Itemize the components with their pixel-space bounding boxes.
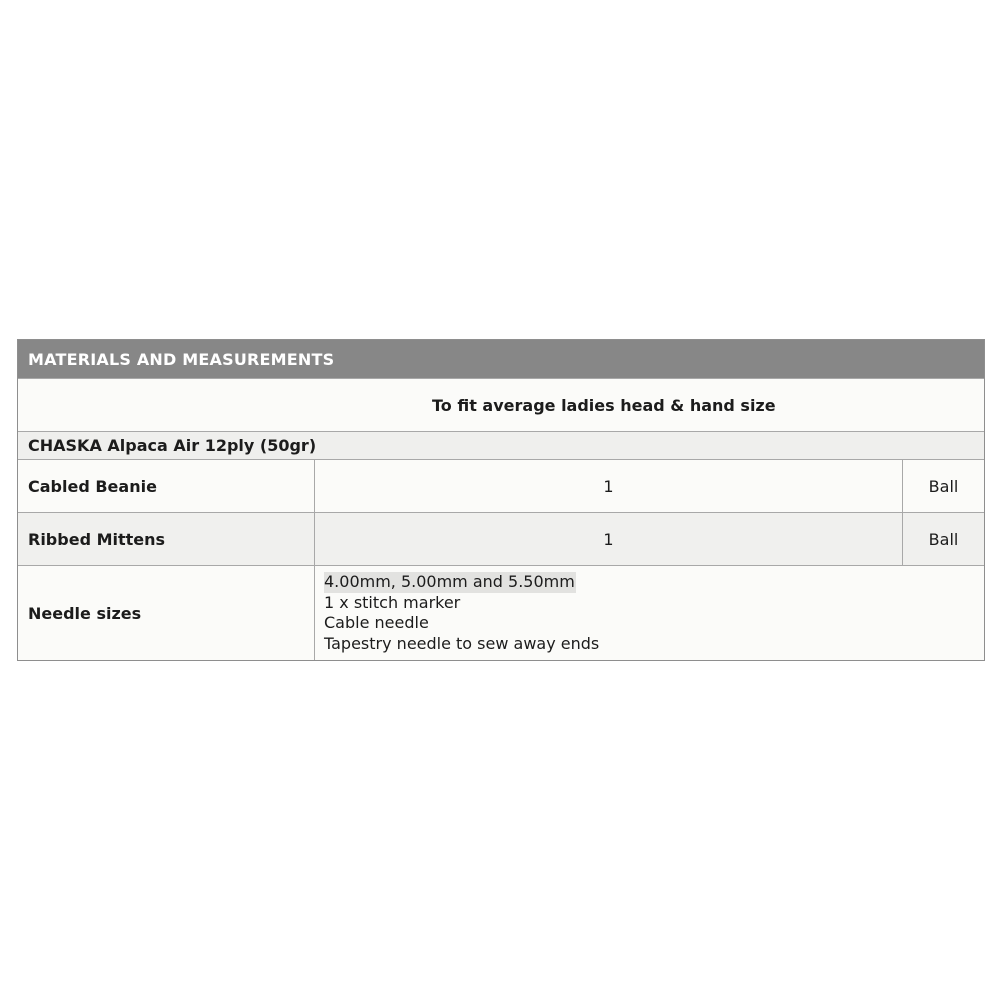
yarn-row	[18, 431, 984, 459]
needle-row	[18, 565, 984, 660]
tapestry-needle-line: Tapestry needle to sew away ends	[324, 633, 600, 653]
size-row	[18, 378, 984, 431]
needle-list	[314, 566, 984, 660]
materials-table	[17, 339, 985, 661]
item-name: Cabled Beanie	[28, 476, 157, 496]
table-row	[18, 459, 984, 512]
stitch-marker-line: 1 x stitch marker	[324, 592, 461, 612]
item-unit: Ball	[902, 460, 984, 512]
item-name: Ribbed Mittens	[28, 529, 166, 549]
item-quantity: 1	[314, 460, 902, 512]
needle-sizes-line: 4.00mm, 5.00mm and 5.50mm	[324, 572, 575, 591]
size-note: To fit average ladies head & hand size	[432, 395, 776, 415]
cable-needle-line: Cable needle	[324, 613, 429, 632]
yarn-label: CHASKA Alpaca Air 12ply (50gr)	[28, 436, 317, 455]
section-title: MATERIALS AND MEASUREMENTS	[28, 349, 335, 369]
needle-label: Needle sizes	[28, 603, 142, 623]
table-header	[18, 340, 984, 378]
item-unit: Ball	[902, 513, 984, 565]
table-row	[18, 512, 984, 565]
item-quantity: 1	[314, 513, 902, 565]
